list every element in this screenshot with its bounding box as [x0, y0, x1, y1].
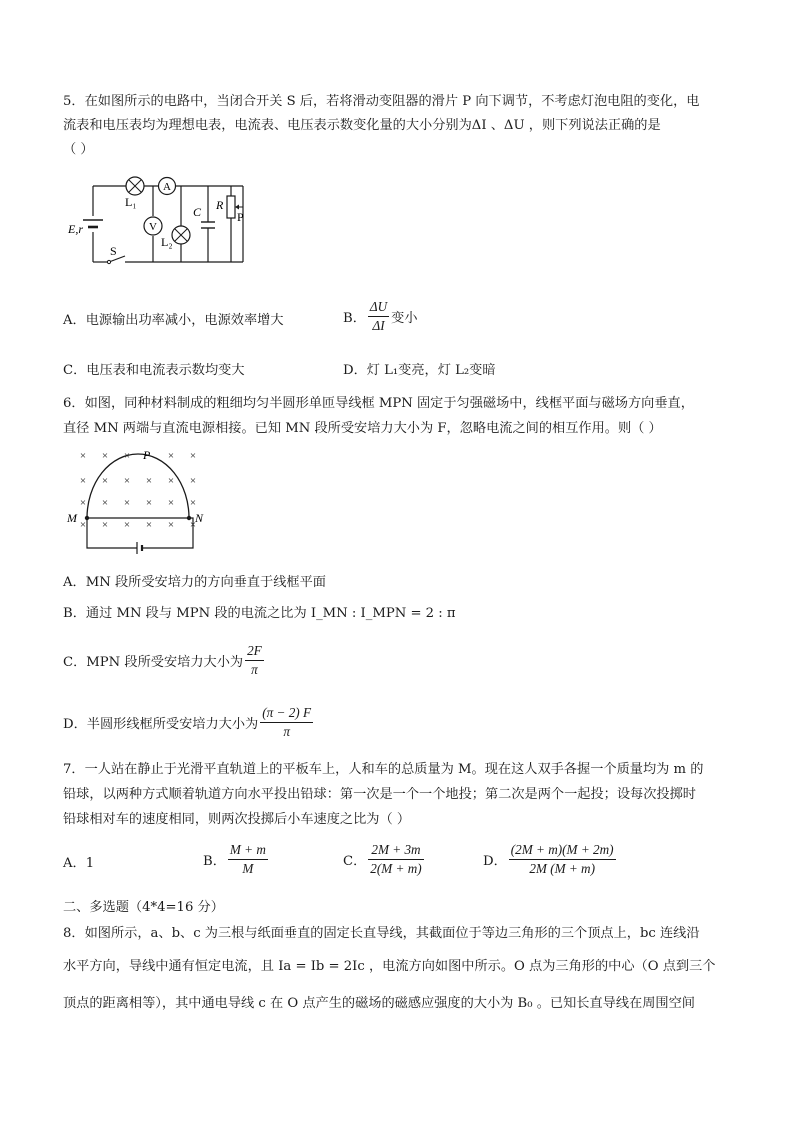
fraction-denominator: 2(M + m): [370, 861, 422, 876]
q8-line1: 8．如图所示，a、b、c 为三根与纸面垂直的固定长直导线，其截面位于等边三角形的三个顶点上，bc 连线沿: [63, 926, 700, 941]
svg-text:×: ×: [79, 475, 87, 487]
q5-option-b-prefix: B．: [343, 311, 366, 326]
q5-answer-paren: （ ）: [63, 142, 94, 157]
q5-option-c: C．电压表和电流表示数均变大: [63, 363, 245, 378]
q8-line2: 水平方向，导线中通有恒定电流，且 Ia = Ib = 2Ic ，电流方向如图中所示。O 点为三角形的中心（O 点到三个: [63, 959, 716, 974]
q7-option-c-fraction: [368, 841, 423, 878]
svg-text:×: ×: [123, 475, 131, 487]
q6-option-d: [63, 704, 315, 741]
l2-label: L₂: [161, 235, 173, 249]
q6-option-b: B．通过 MN 段与 MPN 段的电流之比为 I_MN : I_MPN = 2 : π: [63, 606, 456, 621]
capacitor-label: C: [193, 205, 202, 219]
rheostat-icon: [227, 196, 235, 218]
q5-option-b: [343, 298, 418, 335]
svg-text:×: ×: [145, 475, 153, 487]
section-title-multi-choice: 二、多选题（4*4=16 分）: [63, 900, 224, 915]
resistor-label: R: [216, 198, 224, 212]
svg-text:×: ×: [79, 450, 87, 462]
svg-text:×: ×: [123, 519, 131, 531]
svg-text:×: ×: [167, 475, 175, 487]
svg-text:×: ×: [123, 450, 131, 462]
q6-option-c-fraction: [245, 642, 264, 679]
svg-text:×: ×: [79, 519, 87, 531]
ammeter-label: A: [163, 181, 171, 193]
q7-option-d-fraction: [509, 841, 616, 878]
q7-option-c: [343, 841, 426, 878]
q7-option-b: [203, 841, 270, 878]
fraction-denominator: ΔI: [372, 318, 385, 333]
q6-line2: 直径 MN 两端与直流电源相接。已知 MN 段所受安培力大小为 F，忽略电流之间的相互作用。则（ ）: [63, 421, 662, 436]
slider-label: P: [237, 210, 244, 224]
svg-text:×: ×: [189, 450, 197, 462]
q6-option-a: A．MN 段所受安培力的方向垂直于线框平面: [63, 575, 326, 590]
q6-option-c-prefix: C．MPN 段所受安培力大小为: [63, 655, 244, 670]
q6-option-c: [63, 642, 266, 679]
q5-option-b-fraction: [368, 298, 389, 335]
svg-text:×: ×: [167, 497, 175, 509]
fraction-denominator: 2M (M + m): [529, 861, 595, 876]
fraction-numerator: 2F: [245, 642, 264, 661]
q7-line1: 7．一人站在静止于光滑平直轨道上的平板车上，人和车的总质量为 M。现在这人双手各握一个质量均为 m 的: [63, 762, 704, 777]
emf-label: E,r: [68, 222, 83, 236]
svg-text:×: ×: [189, 497, 197, 509]
svg-text:×: ×: [167, 450, 175, 462]
q5-circuit-diagram: [63, 168, 263, 272]
q7-option-d: [483, 841, 618, 878]
fraction-numerator: (2M + m)(M + 2m): [509, 841, 616, 860]
point-p-label: P: [143, 448, 151, 462]
l1-label: L₁: [125, 195, 137, 209]
svg-text:×: ×: [101, 497, 109, 509]
fraction-denominator: π: [283, 724, 290, 739]
q6-line1: 6．如图，同种材料制成的粗细均匀半圆形单匝导线框 MPN 固定于匀强磁场中，线框平面与磁场方向垂直，: [63, 396, 694, 411]
svg-text:×: ×: [123, 497, 131, 509]
q6-option-d-fraction: [260, 704, 313, 741]
svg-text:×: ×: [145, 519, 153, 531]
voltmeter-label: V: [149, 221, 157, 233]
q7-line3: 铅球相对车的速度相同，则两次投掷后小车速度之比为（ ）: [63, 812, 411, 827]
svg-text:×: ×: [101, 475, 109, 487]
svg-text:×: ×: [79, 497, 87, 509]
svg-text:×: ×: [101, 519, 109, 531]
q7-option-b-prefix: B．: [203, 854, 226, 869]
fraction-denominator: M: [242, 861, 254, 876]
q6-field-diagram: [63, 444, 213, 554]
fraction-numerator: ΔU: [368, 298, 389, 317]
fraction-denominator: π: [251, 662, 258, 677]
switch-label: S: [110, 244, 117, 258]
q6-option-d-prefix: D．半圆形线框所受安培力大小为: [63, 717, 259, 732]
fraction-numerator: M + m: [228, 841, 268, 860]
svg-text:×: ×: [189, 519, 197, 531]
svg-text:×: ×: [145, 497, 153, 509]
point-m-label: M: [67, 511, 77, 525]
svg-text:×: ×: [189, 475, 197, 487]
q7-option-d-prefix: D．: [483, 854, 507, 869]
q5-line2: 流表和电压表均为理想电表，电流表、电压表示数变化量的大小分别为ΔI 、ΔU ，则下列说法正确的是: [63, 118, 661, 133]
svg-text:×: ×: [101, 450, 109, 462]
point-n-label: N: [195, 511, 204, 525]
fraction-numerator: 2M + 3m: [368, 841, 423, 860]
q5-line1: 5．在如图所示的电路中，当闭合开关 S 后，若将滑动变阻器的滑片 P 向下调节，不考虑灯泡电阻的变化，电: [63, 94, 700, 109]
svg-text:×: ×: [167, 519, 175, 531]
q7-option-a: A．1: [63, 856, 95, 871]
q5-option-a: A．电源输出功率减小，电源效率增大: [63, 313, 284, 328]
q5-option-d: D．灯 L₁变亮，灯 L₂变暗: [343, 363, 496, 378]
fraction-numerator: (π − 2) F: [260, 704, 313, 723]
q7-option-b-fraction: [228, 841, 268, 878]
q5-option-b-suffix: 变小: [391, 311, 418, 326]
q7-option-c-prefix: C．: [343, 854, 367, 869]
q8-line3: 顶点的距离相等），其中通电导线 c 在 O 点产生的磁场的磁感应强度的大小为 B₀ 。已知长直导线在周围空间: [63, 996, 695, 1011]
q7-line2: 铅球，以两种方式顺着轨道方向水平投出铅球：第一次是一个一个地投；第二次是两个一起投；设每次投掷时: [63, 787, 696, 802]
